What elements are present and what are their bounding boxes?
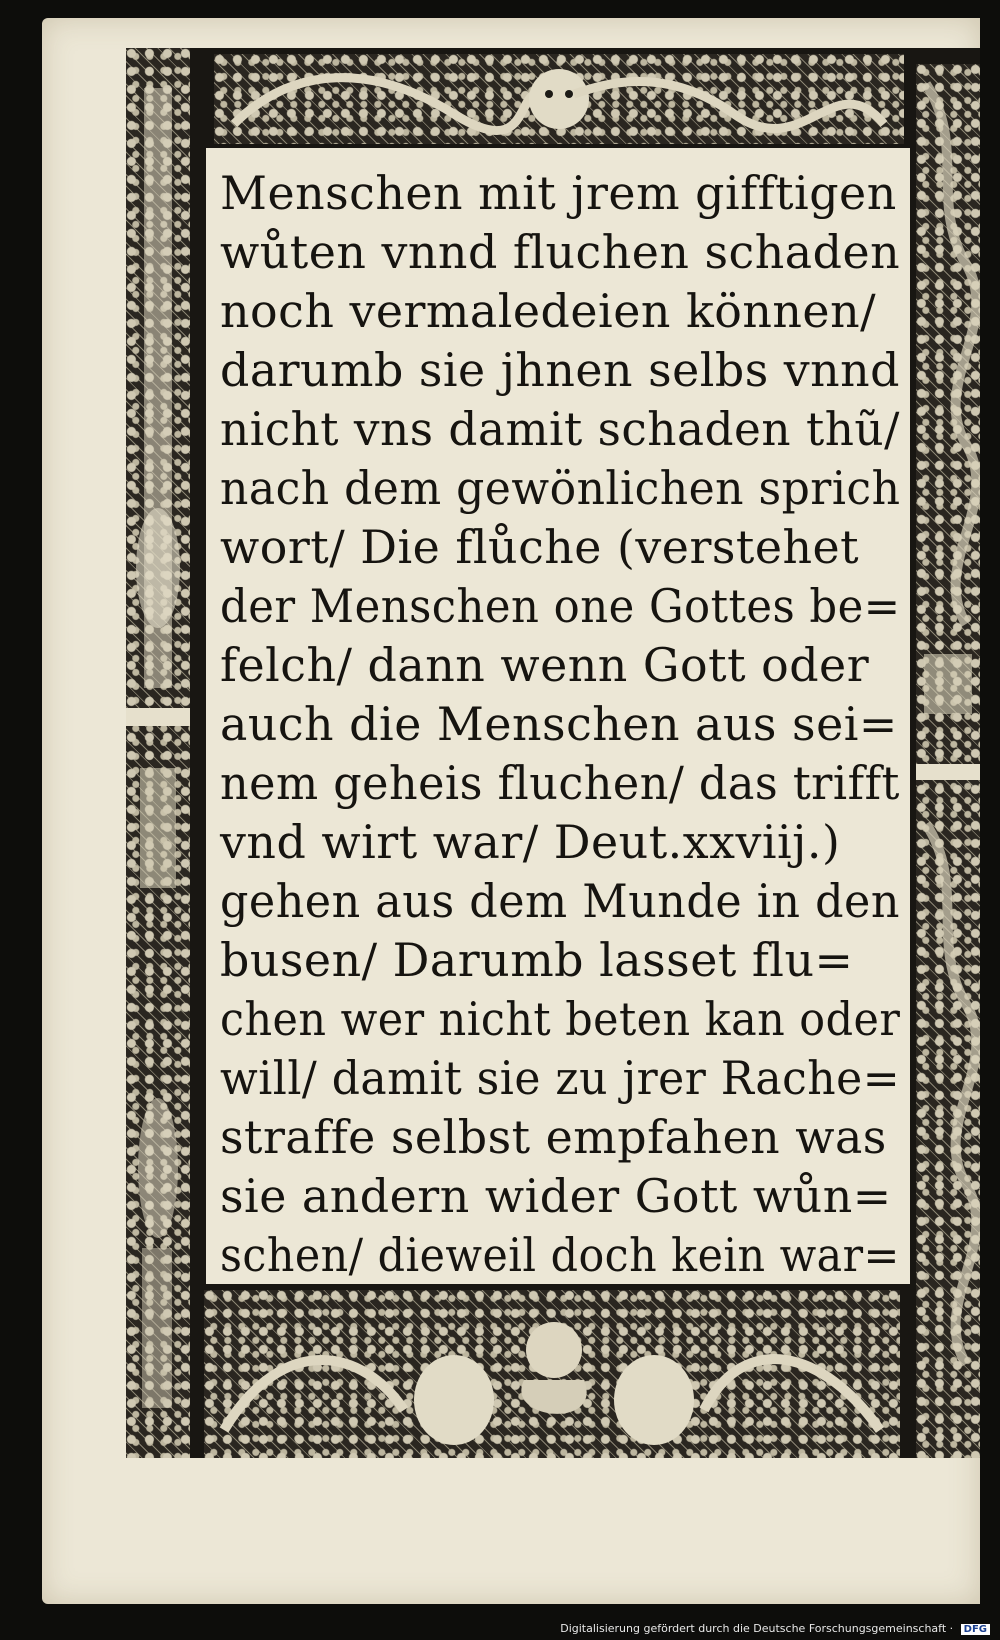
dfg-logo: DFG xyxy=(961,1624,990,1635)
text-line: schen/ dieweil doch kein war= xyxy=(220,1228,900,1282)
text-line: nicht vns damit schaden thũ/ xyxy=(220,402,900,456)
text-line: nach dem gewönlichen sprich xyxy=(220,461,901,515)
text-line: straffe selbst empfahen was xyxy=(220,1110,887,1164)
left-ornament-column xyxy=(126,48,190,1458)
right-ornament-column xyxy=(916,64,980,1458)
text-line: vnd wirt war/ Deut.xxviij.) xyxy=(220,815,841,869)
text-block xyxy=(206,148,910,1284)
text-line: der Menschen one Gottes be= xyxy=(220,579,901,633)
footer-credit xyxy=(560,1622,990,1635)
top-ornament-band xyxy=(214,54,904,144)
text-line: nem geheis fluchen/ das trifft xyxy=(220,756,900,810)
text-line: wůten vnnd fluchen schaden xyxy=(220,225,901,279)
footer-text: Digitalisierung gefördert durch die Deutsche Forschungsgemeinschaft · xyxy=(560,1622,954,1635)
text-line: sie andern wider Gott wůn= xyxy=(220,1169,892,1223)
text-line: chen wer nicht beten kan oder xyxy=(220,992,901,1046)
text-line: darumb sie jhnen selbs vnnd xyxy=(220,343,901,397)
text-line: busen/ Darumb lasset flu= xyxy=(220,933,854,987)
text-line: Menschen mit jrem gifftigen xyxy=(220,166,897,220)
bottom-ornament-band xyxy=(204,1290,900,1458)
text-line: auch die Menschen aus sei= xyxy=(220,697,898,751)
text-line: wort/ Die flůche (verstehet xyxy=(220,520,860,574)
text-line: noch vermaledeien können/ xyxy=(220,284,877,338)
text-line: gehen aus dem Munde in den xyxy=(220,874,900,928)
text-line: felch/ dann wenn Gott oder xyxy=(220,638,870,692)
text-line: will/ damit sie zu jrer Rache= xyxy=(220,1051,901,1105)
